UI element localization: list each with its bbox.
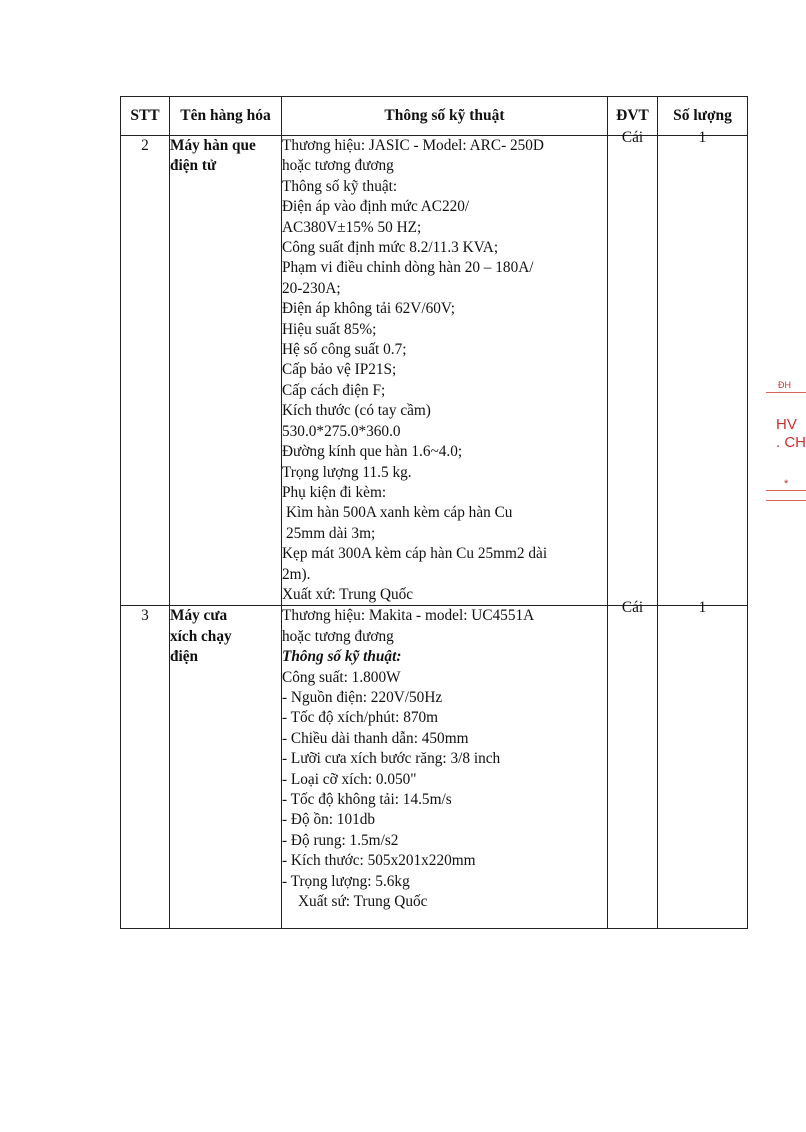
unit-value: Cái <box>621 599 644 617</box>
stamp-ring-line <box>766 500 806 501</box>
spec-line: Đường kính que hàn 1.6~4.0; <box>282 443 463 461</box>
item-name-line: xích chạy <box>170 627 232 645</box>
spec-line: Công suất định mức 8.2/11.3 KVA; <box>282 239 499 257</box>
spec-line: Hệ số công suất 0.7; <box>282 341 407 359</box>
spec-line: Công suất: 1.800W <box>282 668 401 686</box>
spec-line: 2m). <box>282 565 311 583</box>
item-name-line: Máy cưa <box>170 607 228 625</box>
stamp-star: * <box>784 478 789 490</box>
cell-unit <box>608 129 658 606</box>
cell-item-name <box>170 136 282 606</box>
spec-line: AC380V±15% 50 HZ; <box>282 218 422 236</box>
spec-line: Kẹp mát 300A kèm cáp hàn Cu 25mm2 dài <box>282 545 548 563</box>
stamp-text: ĐH <box>778 380 791 390</box>
spec-heading: Thông số kỹ thuật: <box>282 648 402 666</box>
spec-line: Điện áp vào định mức AC220/ <box>282 198 470 216</box>
cell-specification <box>282 606 608 929</box>
spec-line: - Độ ồn: 101db <box>282 811 376 829</box>
spec-line: Cấp bảo vệ IP21S; <box>282 361 397 379</box>
specification-table <box>120 96 748 929</box>
stamp-ring-line <box>766 490 806 491</box>
cell-item-name <box>170 606 282 929</box>
spec-line: - Loại cỡ xích: 0.050" <box>282 770 417 788</box>
item-name-line: Máy hàn que <box>170 137 256 154</box>
official-stamp-fragment <box>766 372 806 512</box>
header-dvt: ĐVT <box>608 97 658 136</box>
spec-line: - Chiều dài thanh dẫn: 450mm <box>282 729 469 747</box>
table-row <box>121 606 748 929</box>
spec-line: 20-230A; <box>282 279 341 297</box>
spec-line: Kích thước (có tay cầm) <box>282 402 431 420</box>
header-name: Tên hàng hóa <box>170 97 282 136</box>
spec-line: - Trọng lượng: 5.6kg <box>282 872 410 890</box>
spec-line: Xuất sứ: Trung Quốc <box>298 893 428 911</box>
spec-line: Xuất xứ: Trung Quốc <box>282 585 414 603</box>
stamp-ring-line <box>766 392 806 393</box>
spec-line: hoặc tương đương <box>282 627 394 645</box>
cell-unit <box>608 599 658 929</box>
stamp-text: HV <box>776 416 797 433</box>
spec-line: - Nguồn điện: 220V/50Hz <box>282 688 443 706</box>
spec-line: - Kích thước: 505x201x220mm <box>282 852 476 870</box>
unit-value: Cái <box>621 129 644 146</box>
spec-line: 530.0*275.0*360.0 <box>282 422 401 440</box>
spec-line: Thương hiệu: JASIC - Model: ARC- 250D <box>282 137 544 154</box>
spec-line: Cấp cách điện F; <box>282 381 386 399</box>
quantity-value: 1 <box>698 129 707 146</box>
spec-line: Phạm vi điều chỉnh dòng hàn 20 – 180A/ <box>282 259 534 277</box>
spec-line: - Tốc độ không tải: 14.5m/s <box>282 791 452 808</box>
cell-specification <box>282 136 608 606</box>
spec-line: Thương hiệu: Makita - model: UC4551A <box>282 607 535 625</box>
spec-line: Điện áp không tải 62V/60V; <box>282 300 456 318</box>
spec-line: Hiệu suất 85%; <box>282 320 377 338</box>
spec-line: Trọng lượng 11.5 kg. <box>282 463 412 481</box>
cell-quantity <box>658 129 748 606</box>
cell-quantity <box>658 599 748 929</box>
header-spec: Thông số kỹ thuật <box>282 97 608 136</box>
table-row <box>121 136 748 606</box>
spec-line: hoặc tương đương <box>282 157 394 175</box>
spec-line: 25mm dài 3m; <box>286 524 376 542</box>
header-stt: STT <box>121 97 170 136</box>
quantity-value: 1 <box>698 599 707 617</box>
spec-line: Phụ kiện đi kèm: <box>282 483 387 501</box>
cell-stt: 2 <box>121 136 170 606</box>
spec-line: - Lưỡi cưa xích bước răng: 3/8 inch <box>282 750 501 768</box>
cell-stt: 3 <box>121 606 170 929</box>
spec-line: Kìm hàn 500A xanh kèm cáp hàn Cu <box>286 504 513 522</box>
table-header-row <box>121 97 748 136</box>
item-name-line: điện tử <box>170 157 217 175</box>
spec-line: - Độ rung: 1.5m/s2 <box>282 831 399 849</box>
stamp-text: . CH <box>776 434 806 451</box>
spec-line: Thông số kỹ thuật: <box>282 177 398 195</box>
spec-line: - Tốc độ xích/phút: 870m <box>282 709 439 727</box>
header-qty: Số lượng <box>658 97 748 136</box>
item-name-line: điện <box>170 648 199 666</box>
